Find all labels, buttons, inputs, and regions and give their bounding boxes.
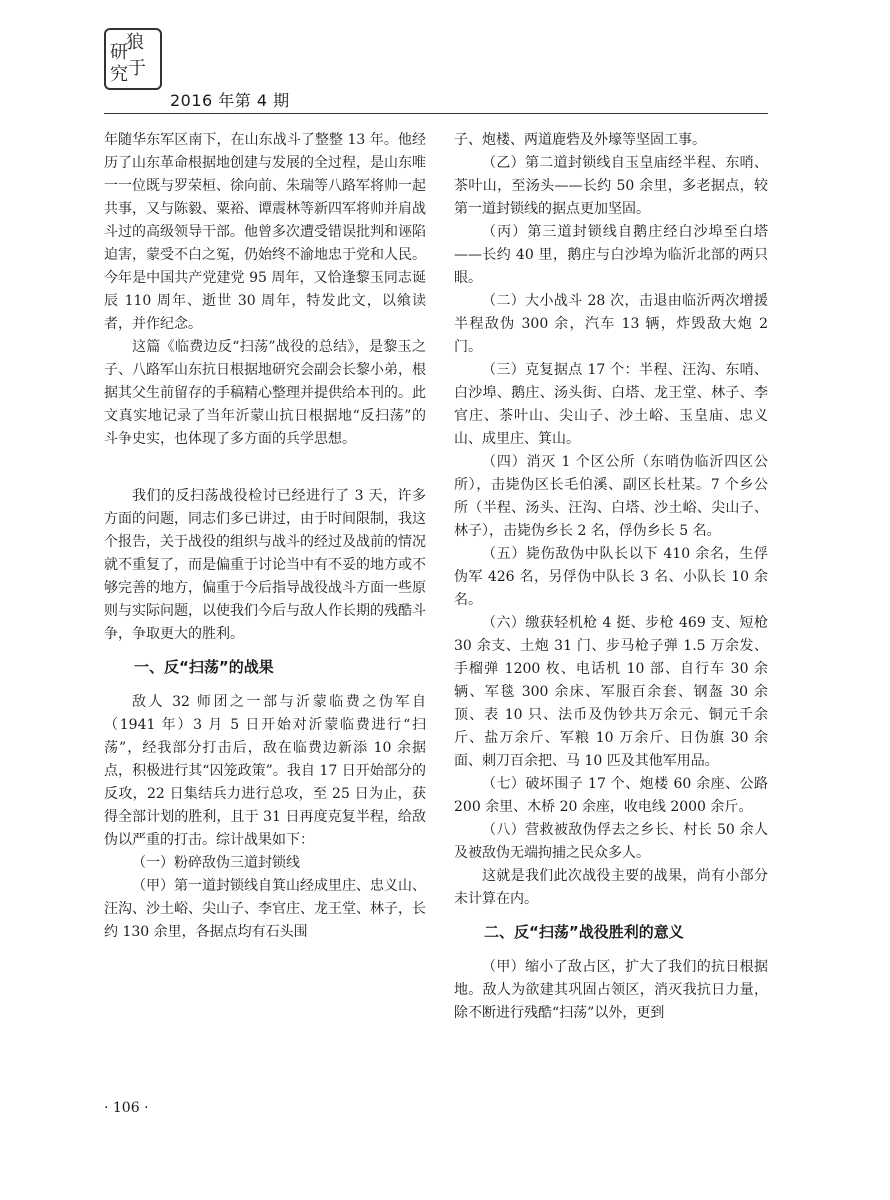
- body-paragraph: （八）营救被敌伪俘去之乡长、村长 50 余人及被敌伪无端拘捕之民众多人。: [454, 822, 768, 861]
- body-paragraph: （二）大小战斗 28 次，击退由临沂两次增援半程敌伪 300 余，汽车 13 辆，炸毁敌大炮 2 门。: [454, 293, 768, 355]
- body-paragraph: （甲）第一道封锁线自箕山经成里庄、忠义山、汪沟、沙土峪、尖山子、李官庄、龙王堂、林子，长约 130 余里，各据点均有石头围: [104, 878, 426, 940]
- section-heading: 二、反“扫荡”战役胜利的意义: [484, 923, 684, 941]
- logo-char: 究: [110, 64, 128, 85]
- page-header: [104, 22, 768, 114]
- spacer: [104, 451, 426, 485]
- logo-char: 狼: [126, 32, 144, 53]
- body-paragraph: 子、炮楼、两道鹿砦及外壕等坚固工事。: [454, 132, 706, 148]
- body-paragraph: （六）缴获轻机枪 4 挺、步枪 469 支、短枪 30 余支、土炮 31 门、步马枪子弹 1.5 万余发、手榴弹 1200 枚、电话机 10 部、自行车 30 余辆、军毯 300 余床、军服百余套、钢盔 30 余顶、表 10 只、法币及伪钞共万余元、铜元千余斤、盐万余斤、军粮 10 万余斤、日伪旗 30 余面、刺刀百余把、马 10 匹及其他军用品。: [454, 615, 768, 769]
- journal-logo: [104, 28, 162, 90]
- body-paragraph: （丙）第三道封锁线自鹅庄经白沙埠至白塔——长约 40 里，鹅庄与白沙埠为临沂北部的两只眼。: [454, 224, 768, 286]
- body-paragraph: （甲）缩小了敌占区，扩大了我们的抗日根据地。敌人为欲建其巩固占领区，消灭我抗日力量，除不断进行残酷“扫荡”以外，更到: [454, 959, 768, 1021]
- logo-char: 于: [128, 58, 146, 79]
- body-paragraph: 敌人 32 师团之一部与沂蒙临费之伪军自（1941 年）3 月 5 日开始对沂蒙临费进行“扫荡”，经我部分打击后，敌在临费边新添 10 余据点，积极进行其“囚笼政策”。我自 17 日开始部分的反攻，22 日集结兵力进行总攻，至 25 日为止，获得全部计划的胜利，且于 31 日再度克复半程，给敌伪以严重的打击。综计战果如下：: [104, 694, 426, 848]
- issue-label: 2016 年第 4 期: [170, 91, 290, 110]
- intro-paragraph: 这篇《临费边反“扫荡”战役的总结》，是黎玉之子、八路军山东抗日根据地研究会副会长黎小弟，根据其父生前留存的手稿精心整理并提供给本刊的。此文真实地记录了当年沂蒙山抗日根据地“反扫荡”的斗争史实，也体现了多方面的兵学思想。: [104, 339, 426, 447]
- body-paragraph: （三）克复据点 17 个：半程、汪沟、东哨、白沙埠、鹅庄、汤头街、白塔、龙王堂、林子、李官庄、茶叶山、尖山子、沙土峪、玉皇庙、忠义山、成里庄、箕山。: [454, 362, 768, 447]
- body-paragraph: （一）粉碎敌伪三道封锁线: [132, 855, 300, 871]
- section-heading: 一、反“扫荡”的战果: [134, 658, 274, 676]
- page-number: · 106 ·: [104, 1100, 149, 1116]
- intro-paragraph: 年随华东军区南下，在山东战斗了整整 13 年。他经历了山东革命根据地创建与发展的全过程，是山东唯一一位既与罗荣桓、徐向前、朱瑞等八路军将帅一起共事，又与陈毅、粟裕、谭震林等新四军将帅并肩战斗过的高级领导干部。他曾多次遭受错误批判和诬陷迫害，蒙受不白之冤，仍始终不渝地忠于党和人民。今年是中国共产党建党 95 周年，又恰逢黎玉同志诞辰 110 周年、逝世 30 周年，特发此文，以飨读者，并作纪念。: [104, 132, 426, 332]
- logo-char: 研: [110, 42, 128, 63]
- body-paragraph: （四）消灭 1 个区公所（东哨伪临沂四区公所），击毙伪区长毛伯溪、副区长杜某。7 个乡公所（半程、汤头、汪沟、白塔、沙土峪、尖山子、林子），击毙伪乡长 2 名，俘伪乡长 5 名。: [454, 454, 768, 539]
- body-paragraph: （乙）第二道封锁线自玉皇庙经半程、东哨、茶叶山，至汤头——长约 50 余里，多老据点，较第一道封锁线的据点更加坚固。: [454, 155, 768, 217]
- body-paragraph: 我们的反扫荡战役检讨已经进行了 3 天，许多方面的问题，同志们多已讲过，由于时间限制，我这个报告，关于战役的组织与战斗的经过及战前的情况就不重复了，而是偏重于讨论当中有不妥的地方或不够完善的地方，偏重于今后指导战役战斗方面一些原则与实际问题，以使我们今后与敌人作长期的残酷斗争，争取更大的胜利。: [104, 488, 426, 642]
- left-column: [104, 129, 426, 944]
- right-column: [454, 129, 768, 1025]
- body-paragraph: 这就是我们此次战役主要的战果，尚有小部分未计算在内。: [454, 868, 768, 907]
- body-paragraph: （七）破坏围子 17 个、炮楼 60 余座、公路 200 余里、木桥 20 余座，收电线 2000 余斤。: [454, 776, 768, 815]
- header-divider: [104, 113, 768, 114]
- body-paragraph: （五）毙伤敌伪中队长以下 410 余名，生俘伪军 426 名，另俘伪中队长 3 名、小队长 10 余名。: [454, 546, 768, 608]
